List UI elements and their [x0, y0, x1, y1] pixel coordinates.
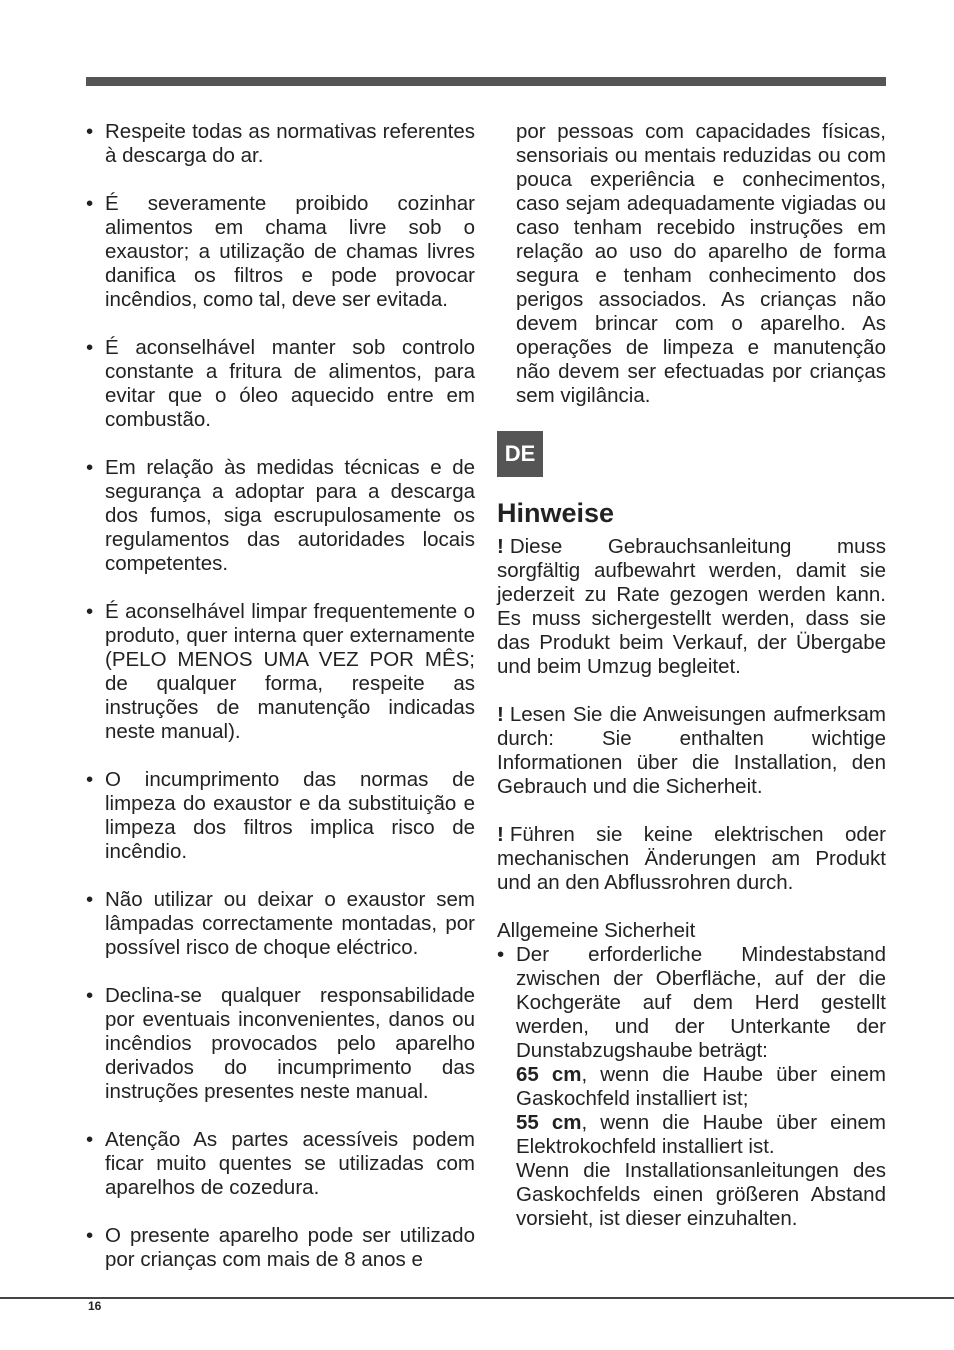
note-text: Diese Gebrauchsanleitung muss sorgfältig aufbewahrt werden, damit sie jederzeit zu Rate gezogen werden kann. Es muss sichergestellt werden, dass sie das Produkt beim Verkauf, der Übergabe und beim Umzug begleitet. [497, 535, 886, 678]
header-rule [86, 77, 886, 86]
subheading: Allgemeine Sicherheit [497, 919, 696, 942]
safety-list-de [497, 943, 886, 1231]
gas-distance-value: 65 cm [516, 1063, 582, 1086]
list-item: • Em relação às medidas técnicas e de segurança a adoptar para a descarga dos fumos, siga escrupulosamente os regulamentos das autoridades locais competentes. [86, 456, 475, 576]
note-paragraph [497, 823, 886, 895]
list-item: • É severamente proibido cozinhar alimentos em chama livre sob o exaustor; a utilização de chamas livres danifica os filtros e pode provocar incêndios, como tal, deve ser evitada. [86, 192, 475, 312]
note-text: Lesen Sie die Anweisungen aufmerksam durch: Sie enthalten wichtige Informationen über die Installation, den Gebrauch und die Sicherheit. [497, 703, 886, 798]
distance-intro: Der erforderliche Mindestabstand zwischen der Oberfläche, auf der die Kochgeräte auf dem Herd gestellt werden, und der Unterkante der Dunstabzugshaube beträgt: [516, 943, 886, 1062]
distance-closing: Wenn die Installationsanleitungen des Gaskochfelds einen größeren Abstand vorsieht, ist dieser einzuhalten. [516, 1159, 886, 1230]
list-item: • O presente aparelho pode ser utilizado por crianças com mais de 8 anos e [86, 1224, 475, 1272]
list-item [497, 943, 886, 1231]
safety-list-pt [86, 120, 475, 1272]
page-number: 16 [88, 1299, 102, 1313]
section-title: Hinweise [497, 498, 615, 528]
list-item: • O incumprimento das normas de limpeza do exaustor e da substituição e limpeza dos filtros implica risco de incêndio. [86, 768, 475, 864]
footer-rule [0, 1297, 954, 1299]
list-item: • Respeite todas as normativas referentes à descarga do ar. [86, 120, 475, 168]
exclamation-mark: ! [497, 703, 504, 726]
language-badge: DE [497, 431, 543, 477]
list-item: • Declina-se qualquer responsabilidade por eventuais inconvenientes, danos ou incêndios provocados pelo aparelho derivados do incumprimento das instruções presentes neste manual. [86, 984, 475, 1104]
electric-distance-text: , wenn die Haube über einem Elektrokochfeld installiert ist. [516, 1111, 886, 1158]
right-column [497, 120, 886, 1255]
gas-distance-text: , wenn die Haube über einem Gaskochfeld installiert ist; [516, 1063, 886, 1110]
continued-item-text: por pessoas com capacidades físicas, sensoriais ou mentais reduzidas ou com pouca experiência e conhecimentos, caso sejam adequadamente vigiadas ou caso tenham recebido instruções em relação ao uso do aparelho de forma segura e tenham conhecimento dos perigos associados. As crianças não devem brincar com o aparelho. As operações de limpeza e manutenção não devem ser efectuadas por crianças sem vigilância. [516, 120, 886, 407]
exclamation-mark: ! [497, 535, 504, 558]
left-column [86, 120, 475, 1296]
note-text: Führen sie keine elektrischen oder mechanischen Änderungen am Produkt und an den Abflussrohren durch. [497, 823, 886, 894]
note-paragraph [497, 703, 886, 799]
list-item: • É aconselhável limpar frequentemente o produto, quer interna quer externamente (PELO MENOS UMA VEZ POR MÊS; de qualquer forma, respeite as instruções de manutenção indicadas neste manual). [86, 600, 475, 744]
electric-distance-value: 55 cm [516, 1111, 582, 1134]
list-item: • É aconselhável manter sob controlo constante a fritura de alimentos, para evitar que o óleo aquecido entre em combustão. [86, 336, 475, 432]
note-paragraph [497, 535, 886, 679]
list-item: • Não utilizar ou deixar o exaustor sem lâmpadas correctamente montadas, por possível risco de choque eléctrico. [86, 888, 475, 960]
list-item: • Atenção As partes acessíveis podem ficar muito quentes se utilizadas com aparelhos de cozedura. [86, 1128, 475, 1200]
exclamation-mark: ! [497, 823, 504, 846]
